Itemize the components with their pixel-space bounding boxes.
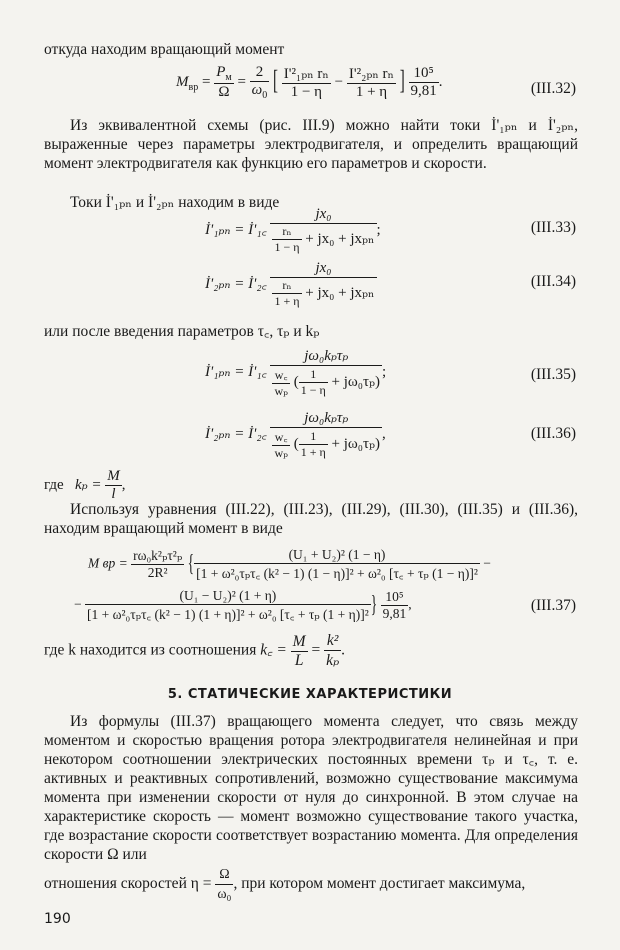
equation-III-35: İ'₁ₚₙ = İ'₁꜀ jω₀kₚτₚ $\frac{w꜀}{\text{wₚ}}$ ( $\frac{1}{1 - \eta}$ + jω₀τₚ) ; — [205, 348, 387, 398]
eq32-term1: $\frac{\text{I'²₁ₚₙ rₙ}}{1 - \eta}$ — [283, 66, 329, 100]
paragraph-1: Из эквивалентной схемы (рис. III.9) можно найти токи İ'₁ₚₙ и İ'₂ₚₙ, выраженные через параметры электродвигателя, и определить вращающий момент электродвигателя как функцию его параметров и скорости. — [44, 117, 578, 172]
last-line: отношения скоростей η = $\frac{\Omega}{\text{ω₀}}$ , при котором момент достигает максимума, — [44, 867, 526, 902]
equation-III-37-line2: − $\frac{\text{(U₁ − U₂)² (1 + η)}}{\text{[1 + ω²₀τₚτ꜀ (k² − 1) (1 + η)]² + ω²₀ [τ꜀ + τₚ (1 + η)]²}}$ } $\frac{\text{10⁵}}{9,81}$ , — [74, 588, 412, 622]
eq-number-III-34: (III.34) — [530, 273, 576, 290]
eq-number-III-36: (III.36) — [530, 425, 576, 442]
paragraph-2: Токи İ'₁ₚₙ и İ'₂ₚₙ находим в виде — [70, 194, 280, 211]
equation-III-34: İ'₂ₚₙ = İ'₂꜀ jx₀ $\frac{\text{rₙ}}{1 + \eta}$ + jx₀ + jxₚₙ — [205, 260, 375, 308]
paragraph-5: Из формулы (III.37) вращающего момента следует, что связь между моментом и скоростью вращения ротора электродвигателя нелинейная и при некотором соотношении электрических постоянных времени τₚ и τ꜀, т. е. активных и реактивных сопротивлений, возможно существование максимума момента при изменении скорости от нуля до синхронной. В этом случае на характеристике скорость — момент возможно существование такого участка, где возрастание скорости соответствует возрастанию момента. Для определения скорости Ω или — [44, 713, 578, 863]
eq-number-III-37: (III.37) — [530, 597, 576, 614]
paragraph-4: Используя уравнения (III.22), (III.23), (III.29), (III.30), (III.35) и (III.36), находим вращающий момент в виде — [44, 501, 578, 537]
eq32-scale: $\frac{\text{10⁵}}{9,81}$ — [410, 65, 437, 99]
equation-III-33: İ'₁ₚₙ = İ'₁꜀ jx₀ $\frac{\text{rₙ}}{1 - \eta}$ + jx₀ + jxₚₙ ; — [205, 206, 381, 254]
eq32-power-fraction: $\frac{P_м}{\Omega}$ — [216, 64, 232, 100]
page-number: 190 — [44, 911, 71, 927]
eq-number-III-33: (III.33) — [530, 219, 576, 236]
equation-III-36: İ'₂ₚₙ = İ'₂꜀ jω₀kₚτₚ $\frac{w꜀}{\text{wₚ}}$ ( $\frac{1}{1 + \eta}$ + jω₀τₚ) , — [205, 410, 386, 460]
equation-III-32: $M_{вр}$ = $\frac{P_м}{\Omega}$ = $\frac{2}{\omega_0}$ [ $\frac{\text{I'²₁ₚₙ rₙ}}{1 - \eta}$ − $\frac{\text{I'²₂ₚₙ rₙ}}{1 + \eta}$ ] $\frac{\text{10⁵}}{9,81}$ . — [176, 64, 443, 101]
intro-line: откуда находим вращающий момент — [44, 41, 285, 58]
eq32-term2: $\frac{\text{I'²₂ₚₙ rₙ}}{1 + \eta}$ — [348, 66, 395, 100]
equation-III-37-line1: M вр = $\frac{\text{rω₀k²ₚτ²ₚ}}{\text{2R²}}$ { $\frac{\text{(U₁ + U₂)² (1 − η)}}{\text{[1 + ω²₀τₚτ꜀ (k² − 1) (1 − η)]² + ω²₀ [τ꜀ + τₚ (1 − η)]²}}$ − — [88, 547, 491, 581]
where-kp: где kₚ = $\frac{M}{l}$ , — [44, 468, 126, 502]
eq32-lhs: M — [176, 73, 189, 90]
eq32-coef-fraction: $\frac{2}{\omega_0}$ — [251, 64, 268, 101]
section-heading: 5. СТАТИЧЕСКИЕ ХАРАКТЕРИСТИКИ — [167, 687, 453, 702]
paragraph-3: или после введения параметров τ꜀, τₚ и kₚ — [44, 323, 320, 340]
where-k: где k находится из соотношения k꜀ = $\frac{M}{L}$ = $\frac{\text{k²}}{\text{kₚ}}$ . — [44, 632, 346, 669]
eq-number-III-35: (III.35) — [530, 366, 576, 383]
eq-number-III-32: (III.32) — [530, 80, 576, 97]
